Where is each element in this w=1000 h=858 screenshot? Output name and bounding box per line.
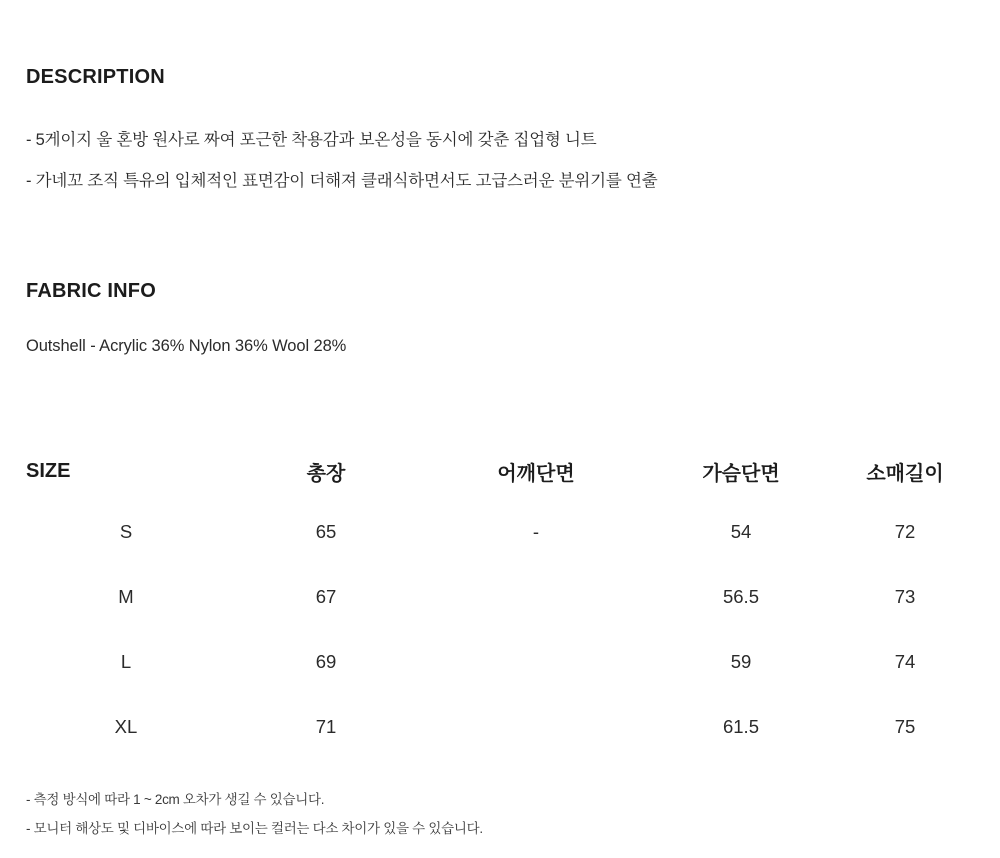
measurement-note: - 측정 방식에 따라 1 ~ 2cm 오차가 생길 수 있습니다. (26, 792, 325, 807)
size-cell: XL (114, 715, 138, 737)
fabric-info-heading: FABRIC INFO (26, 280, 156, 302)
length-cell: 65 (315, 520, 337, 542)
size-table-header-size: SIZE (26, 459, 71, 482)
size-table-header-shoulder: 어깨단면 (497, 462, 575, 485)
shoulder-cell (426, 694, 646, 759)
size-cell: L (120, 650, 132, 672)
shoulder-cell (426, 629, 646, 694)
chest-cell: 56.5 (722, 585, 759, 607)
table-row (26, 564, 974, 629)
table-row (26, 499, 974, 564)
size-table-header-sleeve: 소매길이 (866, 462, 944, 485)
shoulder-cell: - (532, 520, 540, 542)
length-cell: 67 (315, 585, 337, 607)
color-note: - 모니터 해상도 및 디바이스에 따라 보이는 컬러는 다소 차이가 있을 수 있습니다. (26, 821, 483, 836)
shoulder-cell (426, 564, 646, 629)
size-table-header-chest: 가슴단면 (702, 462, 780, 485)
sleeve-cell: 73 (894, 585, 916, 607)
chest-cell: 59 (730, 650, 752, 672)
description-line: - 5게이지 울 혼방 원사로 짜여 포근한 착용감과 보온성을 동시에 갖춘 집업형 니트 (26, 131, 597, 149)
table-header-row (26, 443, 974, 499)
size-table (26, 443, 974, 759)
chest-cell: 54 (730, 520, 752, 542)
sleeve-cell: 72 (894, 520, 916, 542)
sleeve-cell: 74 (894, 650, 916, 672)
size-cell: M (118, 585, 134, 607)
size-table-header-length: 총장 (306, 462, 346, 485)
description-line: - 가네꼬 조직 특유의 입체적인 표면감이 더해져 클래식하면서도 고급스러운 분위기를 연출 (26, 172, 658, 190)
length-cell: 71 (315, 715, 337, 737)
table-row (26, 694, 974, 759)
fabric-info-text: Outshell - Acrylic 36% Nylon 36% Wool 28% (26, 337, 347, 355)
length-cell: 69 (315, 650, 337, 672)
size-cell: S (119, 520, 133, 542)
chest-cell: 61.5 (722, 715, 759, 737)
table-row (26, 629, 974, 694)
sleeve-cell: 75 (894, 715, 916, 737)
description-heading: DESCRIPTION (26, 66, 165, 88)
